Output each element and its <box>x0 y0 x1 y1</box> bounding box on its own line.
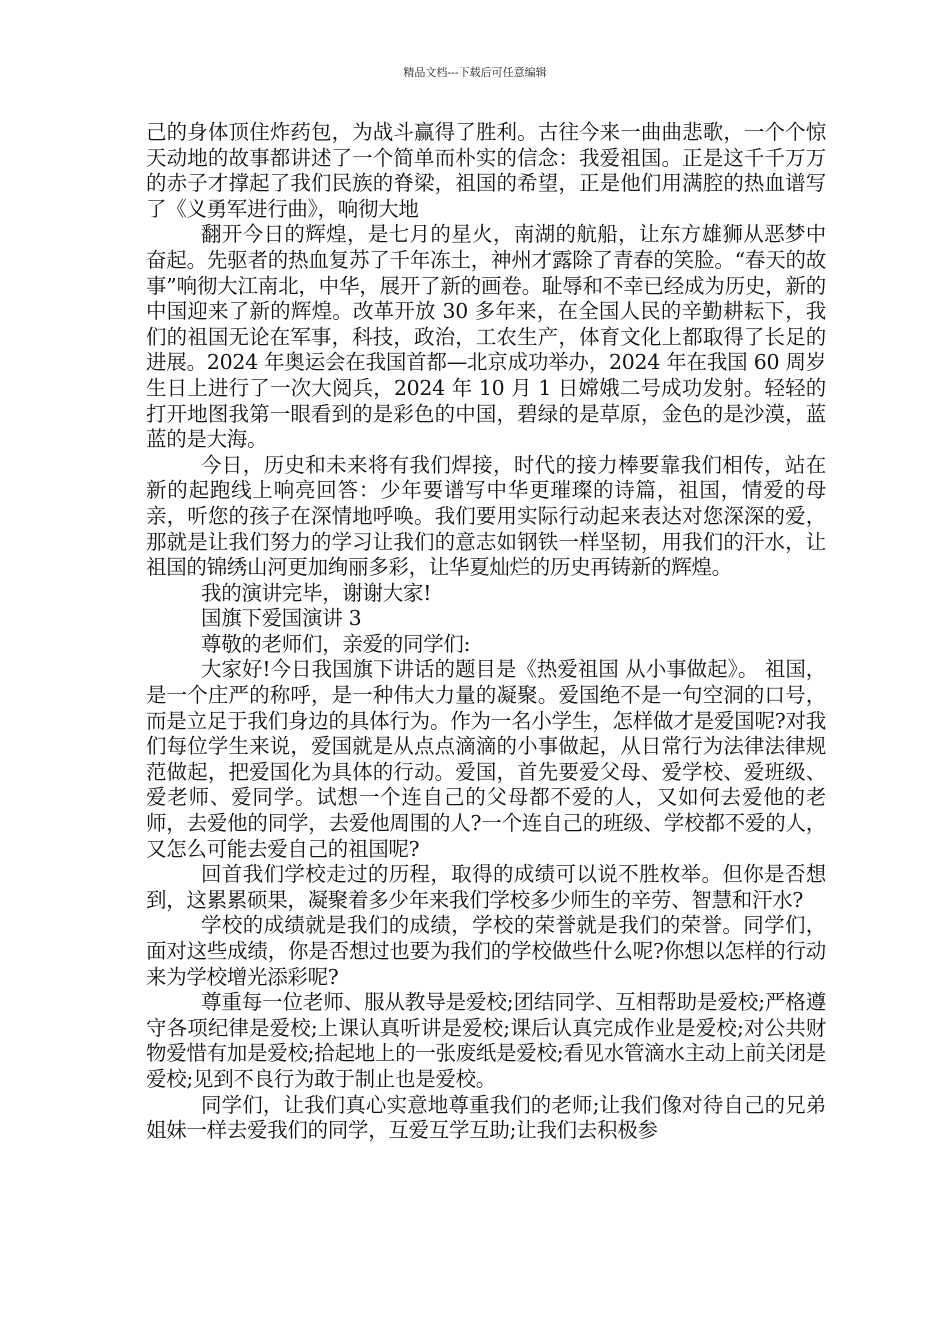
paragraph: 同学们，让我们真心实意地尊重我们的老师;让我们像对待自己的兄弟姐妹一样去爱我们的同学，互爱互学互助;让我们去积极参 <box>146 1092 826 1143</box>
paragraph: 己的身体顶住炸药包，为战斗赢得了胜利。古往今来一曲曲悲歌，一个个惊天动地的故事都讲述了一个简单而朴实的信念：我爱祖国。正是这千千万万的赤子才撑起了我们民族的脊梁，祖国的希望，正是他们用满腔的热血谱写了《义勇军进行曲》，响彻大地 <box>146 120 826 221</box>
paragraph: 学校的成绩就是我们的成绩，学校的荣誉就是我们的荣誉。同学们，面对这些成绩，你是否想过也要为我们的学校做些什么呢?你想以怎样的行动来为学校增光添彩呢? <box>146 913 826 989</box>
section-title: 国旗下爱国演讲 3 <box>201 606 362 631</box>
paragraph: 回首我们学校走过的历程，取得的成绩可以说不胜枚举。但你是否想到，这累累硕果，凝聚着多少年来我们学校多少师生的辛劳、智慧和汗水? <box>146 862 826 912</box>
page-header: 精品文档---下载后可任意编辑 <box>403 66 547 79</box>
paragraph: 今日，历史和未来将有我们焊接，时代的接力棒要靠我们相传，站在新的起跑线上响亮回答：少年要谱写中华更璀璨的诗篇，祖国，情爱的母亲，听您的孩子在深情地呼唤。我们要用实际行动起来表达对您深深的爱，那就是让我们努力的学习让我们的意志如钢铁一样坚韧，用我们的汗水，让祖国的锦绣山河更加绚丽多彩，让华夏灿烂的历史再铸新的辉煌。 <box>146 452 826 580</box>
document-body <box>146 120 826 1144</box>
paragraph: 大家好!今日我国旗下讲话的题目是《热爱祖国 从小事做起》。 祖国，是一个庄严的称呼，是一种伟大力量的凝聚。爱国绝不是一句空洞的口号，而是立足于我们身边的具体行为。作为一名小学生，怎样做才是爱国呢?对我们每位学生来说，爱国就是从点点滴滴的小事做起，从日常行为法律法律规范做起，把爱国化为具体的行动。爱国，首先要爱父母、爱学校、爱班级、爱老师、爱同学。试想一个连自己的父母都不爱的人，又如何去爱他的老师，去爱他的同学，去爱他周围的人?一个连自己的班级、学校都不爱的人，又怎么可能去爱自己的祖国呢? <box>146 657 826 861</box>
paragraph: 我的演讲完毕，谢谢大家! <box>201 580 432 605</box>
paragraph: 尊重每一位老师、服从教导是爱校;团结同学、互相帮助是爱校;严格遵守各项纪律是爱校;上课认真听讲是爱校;课后认真完成作业是爱校;对公共财物爱惜有加是爱校;拾起地上的一张废纸是爱校;看见水管滴水主动上前关闭是爱校;见到不良行为敢于制止也是爱校。 <box>146 990 826 1091</box>
salutation: 尊敬的老师们，亲爱的同学们: <box>201 631 471 656</box>
paragraph: 翻开今日的辉煌，是七月的星火，南湖的航船，让东方雄狮从恶梦中奋起。先驱者的热血复苏了千年冻土，神州才露除了青春的笑脸。“春天的故事”响彻大江南北，中华，展开了新的画卷。耻辱和不幸已经成为历史，新的中国迎来了新的辉煌。改革开放 30 多年来，在全国人民的辛勤耕耘下，我们的祖国无论在军事，科技，政治，工农生产，体育文化上都取得了长足的进展。2024 年奥运会在我国首都—北京成功举办，2024 年在我国 60 周岁生日上进行了一次大阅兵，2024 年 10 月 1 日嫦娥二号成功发射。轻轻的打开地图我第一眼看到的是彩色的中国，碧绿的是草原，金色的是沙漠，蓝蓝的是大海。 <box>146 222 826 452</box>
